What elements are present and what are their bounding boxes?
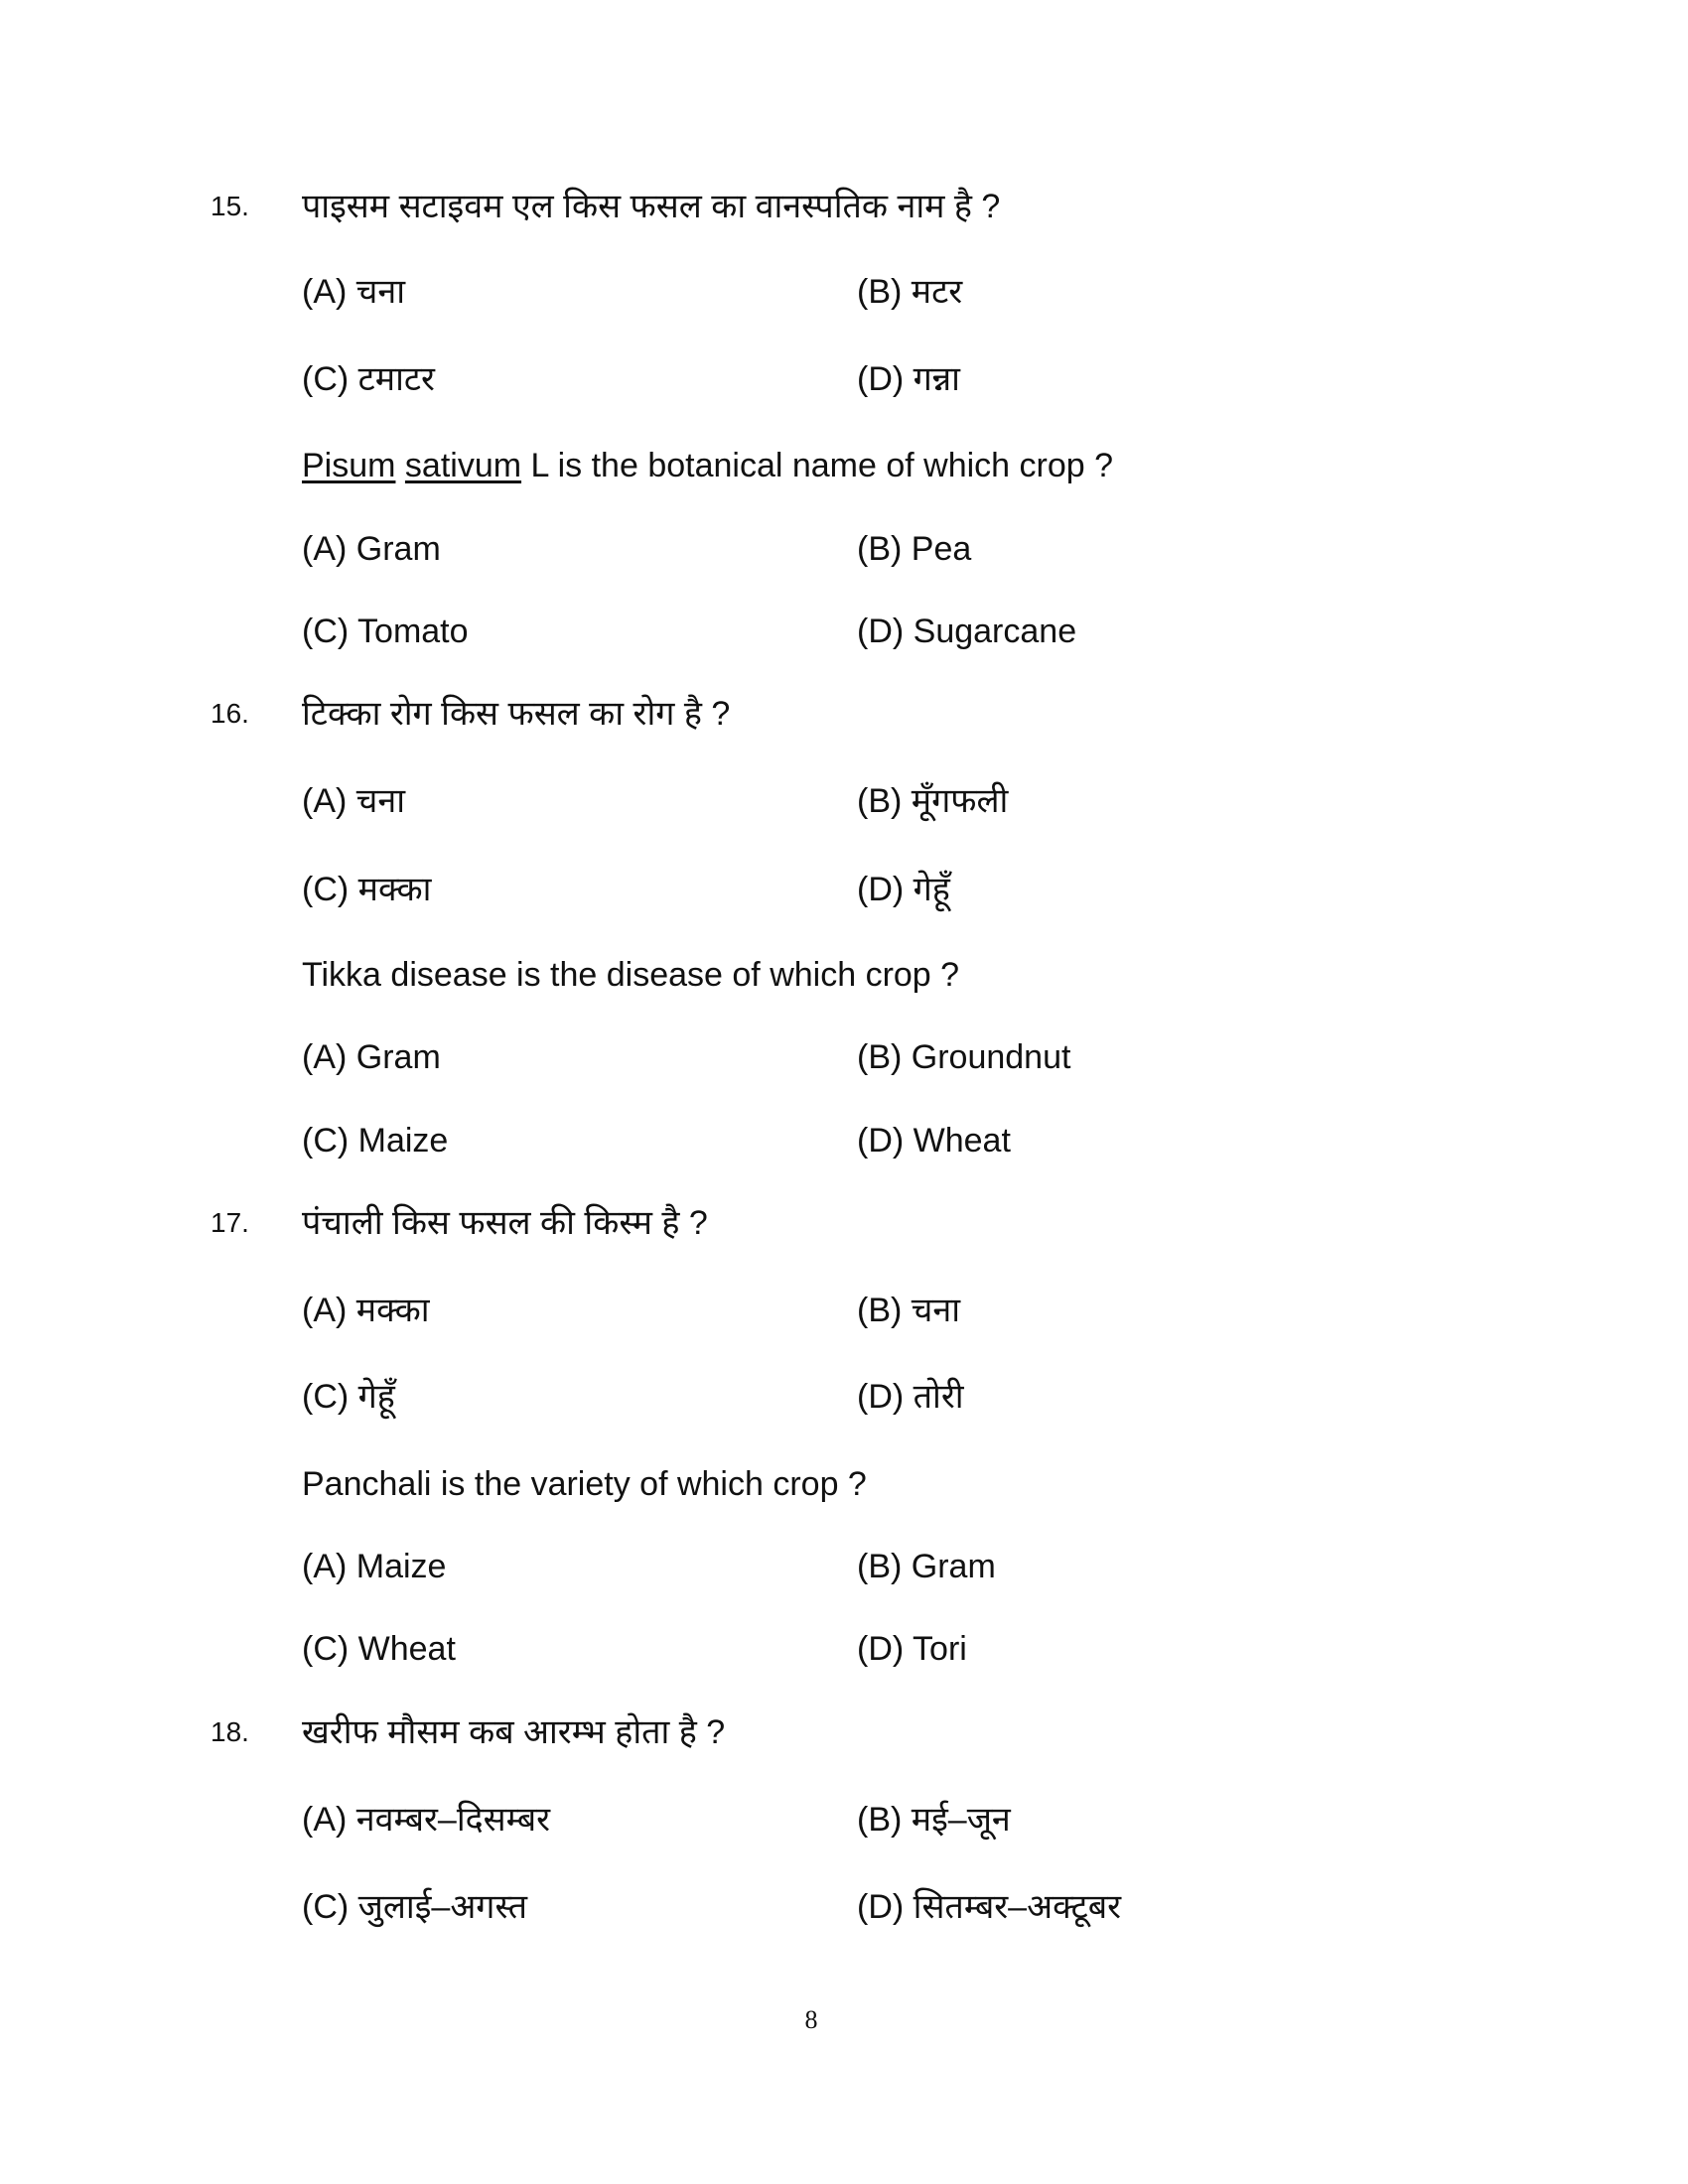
question-text-english: Tikka disease is the disease of which crop ? [302, 956, 960, 994]
botanical-name-word: sativum [404, 447, 522, 484]
text-row [0, 1885, 1688, 1929]
option: (B) मूँगफली [857, 782, 1009, 820]
text-row [0, 779, 1688, 823]
question-text-rest: L is the botanical name of which crop ? [521, 447, 1114, 484]
question-number: 17. [211, 1207, 249, 1238]
question-number: 18. [211, 1716, 249, 1747]
option: (C) गेहूँ [302, 1378, 395, 1416]
option: (C) टमाटर [302, 360, 435, 398]
question-18-hindi [0, 1710, 1688, 1754]
option: (D) सितम्बर–अक्टूबर [857, 1888, 1122, 1926]
option: (B) मई–जून [857, 1801, 1011, 1839]
option: (A) चना [302, 273, 406, 311]
option: (C) Maize [302, 1122, 449, 1160]
option: (A) मक्का [302, 1292, 430, 1329]
option: (C) जुलाई–अगस्त [302, 1888, 528, 1926]
text-row [0, 270, 1688, 314]
question-17-hindi [0, 1201, 1688, 1245]
option: (D) Tori [857, 1630, 967, 1668]
option: (B) मटर [857, 273, 963, 311]
text-row [0, 868, 1688, 911]
option: (D) तोरी [857, 1378, 964, 1416]
option: (D) Sugarcane [857, 613, 1077, 650]
question-15-english [0, 444, 1688, 487]
option: (C) Wheat [302, 1630, 456, 1668]
question-number: 16. [211, 698, 249, 729]
botanical-name-word: Pisum [302, 447, 396, 484]
option: (B) Gram [857, 1548, 996, 1585]
text-row [0, 1545, 1688, 1588]
option: (B) Pea [857, 530, 972, 568]
question-text-hindi: पाइसम सटाइवम एल किस फसल का वानस्पतिक नाम है ? [302, 188, 1001, 225]
text-row [0, 1035, 1688, 1079]
option: (D) गेहूँ [857, 871, 950, 908]
question-text-hindi: खरीफ मौसम कब आरम्भ होता है ? [302, 1713, 726, 1751]
question-number: 15. [211, 191, 249, 221]
option: (B) चना [857, 1292, 961, 1329]
question-text-english: Panchali is the variety of which crop ? [302, 1465, 867, 1503]
option: (A) चना [302, 782, 406, 820]
option: (D) Wheat [857, 1122, 1011, 1160]
option: (C) मक्का [302, 871, 432, 908]
option: (C) Tomato [302, 613, 469, 650]
question-17-english [0, 1462, 1688, 1506]
text-row [0, 1798, 1688, 1842]
text-row [0, 1119, 1688, 1162]
question-text-hindi: टिक्का रोग किस फसल का रोग है ? [302, 695, 731, 733]
page-number: 8 [804, 2005, 818, 2034]
text-row [0, 1289, 1688, 1332]
text-row [0, 610, 1688, 653]
question-text-hindi: पंचाली किस फसल की किस्म है ? [302, 1204, 708, 1242]
text-row [0, 1375, 1688, 1419]
option: (D) गन्ना [857, 360, 960, 398]
text-row [0, 1627, 1688, 1671]
question-text-english [302, 444, 1113, 487]
option: (A) Gram [302, 530, 441, 568]
question-16-english [0, 953, 1688, 997]
option: (B) Groundnut [857, 1038, 1071, 1076]
text-row [0, 527, 1688, 571]
text-row [0, 357, 1688, 401]
option: (A) Gram [302, 1038, 441, 1076]
question-15-hindi [0, 185, 1688, 228]
question-16-hindi [0, 692, 1688, 736]
option: (A) नवम्बर–दिसम्बर [302, 1801, 551, 1839]
option: (A) Maize [302, 1548, 447, 1585]
